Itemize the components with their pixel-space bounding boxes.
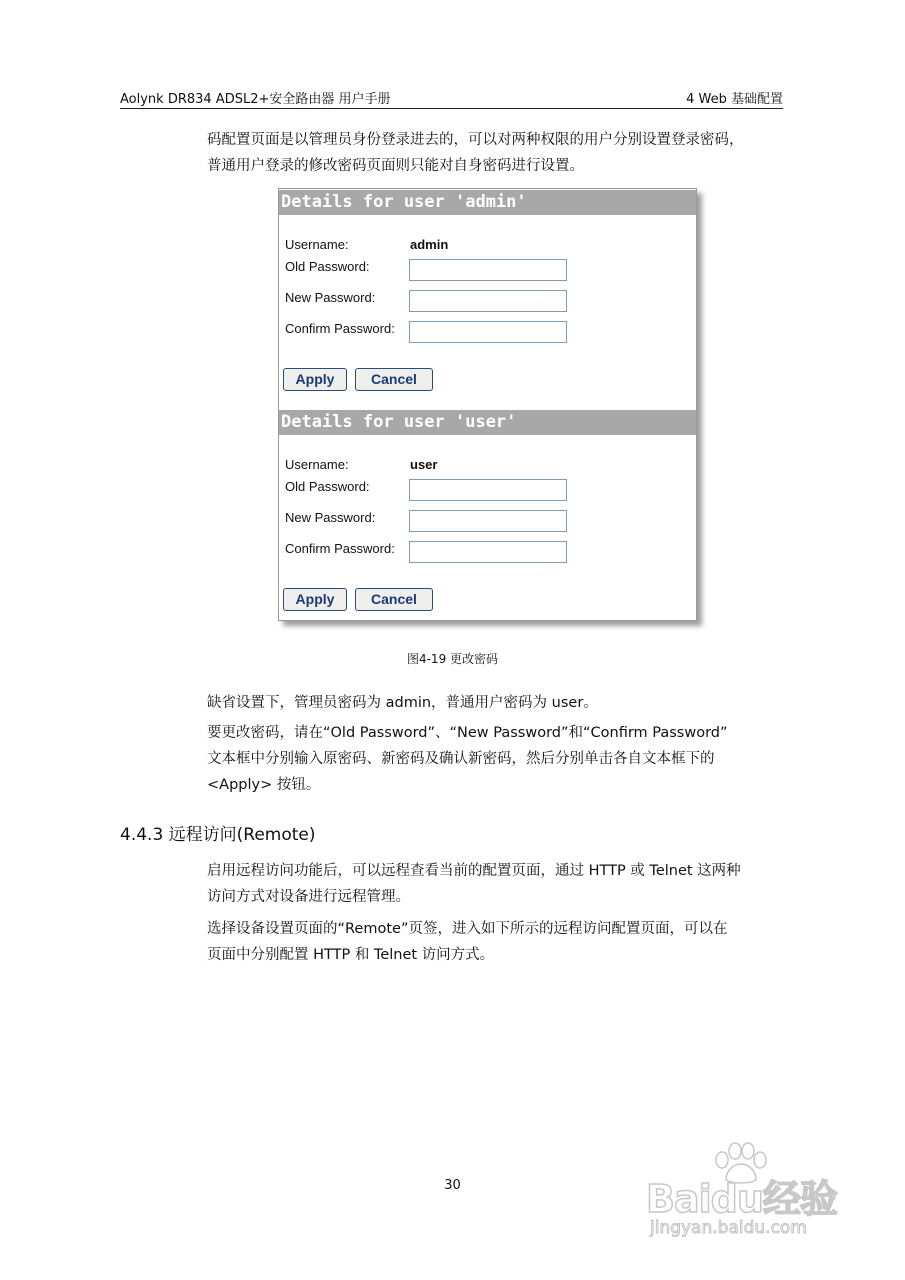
user-new-password-label: New Password: xyxy=(285,510,376,525)
paragraph-line: 选择设备设置页面的“Remote”页签，进入如下所示的远程访问配置页面，可以在 xyxy=(207,921,728,937)
admin-new-password-input[interactable] xyxy=(409,290,567,312)
paragraph-line: 要更改密码，请在“Old Password”、“New Password”和“Confirm Password” xyxy=(207,725,728,741)
intro-paragraph xyxy=(207,127,785,179)
admin-username-value: admin xyxy=(410,237,449,252)
user-confirm-password-input[interactable] xyxy=(409,541,567,563)
remote-config-paragraph xyxy=(207,916,785,968)
admin-confirm-password-label: Confirm Password: xyxy=(285,321,395,336)
paragraph-line: 访问方式对设备进行远程管理。 xyxy=(207,889,410,905)
change-password-paragraph xyxy=(207,720,785,798)
header-chapter: 4 Web 基础配置 xyxy=(686,92,783,107)
watermark-url: jingyan.baidu.com xyxy=(650,1218,807,1238)
user-old-password-label: Old Password: xyxy=(285,479,370,494)
intro-line: 码配置页面是以管理员身份登录进去的，可以对两种权限的用户分别设置登录密码， xyxy=(207,132,744,148)
paragraph-line: 文本框中分别输入原密码、新密码及确认新密码，然后分别单击各自文本框下的 xyxy=(207,751,715,767)
admin-confirm-password-input[interactable] xyxy=(409,321,567,343)
intro-line: 普通用户登录的修改密码页面则只能对自身密码进行设置。 xyxy=(207,158,584,174)
user-username-label: Username: xyxy=(285,457,349,472)
user-old-password-input[interactable] xyxy=(409,479,567,501)
section-heading: 4.4.3 远程访问(Remote) xyxy=(120,825,316,845)
user-apply-button[interactable]: Apply xyxy=(283,588,347,611)
remote-intro-paragraph xyxy=(207,858,785,910)
page-header xyxy=(120,86,783,109)
header-title: Aolynk DR834 ADSL2+安全路由器 用户手册 xyxy=(120,92,391,107)
paragraph-line: 页面中分别配置 HTTP 和 Telnet 访问方式。 xyxy=(207,947,495,963)
admin-apply-button[interactable]: Apply xyxy=(283,368,347,391)
user-new-password-input[interactable] xyxy=(409,510,567,532)
admin-section-title: Details for user 'admin' xyxy=(279,190,696,215)
admin-old-password-input[interactable] xyxy=(409,259,567,281)
watermark-logo: Baidu经验 xyxy=(646,1177,837,1221)
figure-caption: 图4-19 更改密码 xyxy=(406,652,499,666)
paragraph-line: 启用远程访问功能后，可以远程查看当前的配置页面，通过 HTTP 或 Telnet 这两种 xyxy=(207,863,741,879)
admin-old-password-label: Old Password: xyxy=(285,259,370,274)
change-password-figure xyxy=(278,188,697,621)
admin-username-label: Username: xyxy=(285,237,349,252)
user-username-value: user xyxy=(410,457,438,472)
admin-cancel-button[interactable]: Cancel xyxy=(355,368,433,391)
page-number: 30 xyxy=(444,1178,461,1193)
user-confirm-password-label: Confirm Password: xyxy=(285,541,395,556)
default-password-paragraph: 缺省设置下，管理员密码为 admin，普通用户密码为 user。 xyxy=(207,695,598,711)
paragraph-line: <Apply> 按钮。 xyxy=(207,777,321,793)
admin-new-password-label: New Password: xyxy=(285,290,376,305)
user-cancel-button[interactable]: Cancel xyxy=(355,588,433,611)
user-section-title: Details for user 'user' xyxy=(279,410,696,435)
watermark xyxy=(640,1140,855,1240)
